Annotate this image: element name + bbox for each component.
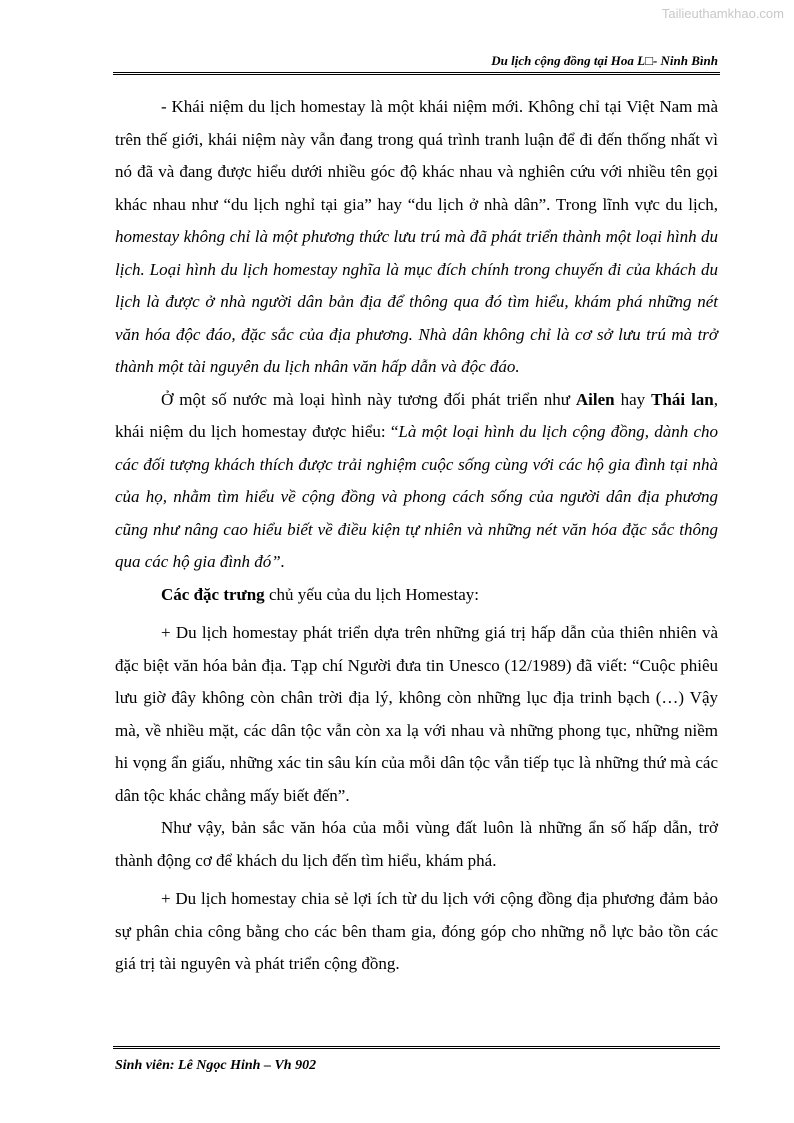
paragraph-cultural-value: + Du lịch homestay phát triển dựa trên những giá trị hấp dẫn của thiên nhiên và đặc biệt văn hóa bản địa. Tạp chí Người đưa tin Unesco (12/1989) đã viết: “Cuộc phiêu lưu giờ đây không còn chân trời địa lý, không còn những lục địa trinh bạch (…) Vậy mà, về nhiều mặt, các dân tộc vẫn còn xa lạ với nhau và những phong tục, những niềm hi vọng ẩn giấu, những xác tin sâu kín của mỗi dân tộc vẫn tiếp tục là những thứ mà các dân tộc khác chẳng mấy biết đến”. — [115, 623, 718, 805]
document-body — [115, 91, 718, 981]
page-header-title: Du lịch cộng đồng tại Hoa L□- Ninh Bình — [491, 53, 718, 68]
paragraph-text: Ở một số nước mà loại hình này tương đối phát triển như — [161, 389, 576, 409]
paragraph-italic-quote: Là một loại hình du lịch cộng đồng, dành cho các đối tượng khách thích được trải nghiệm cuộc sống cùng với các hộ gia đình tại nhà của họ, nhằm tìm hiểu về cộng đồng và phong cách sống của người dân địa phương cũng như nâng cao hiểu biết về điều kiện tự nhiên và những nét văn hóa đặc sắc thông qua các hộ gia đình đó”. — [115, 422, 718, 571]
country-thailan: Thái lan — [651, 389, 714, 409]
paragraph-benefit-sharing: + Du lịch homestay chia sẻ lợi ích từ du lịch với cộng đồng địa phương đảm bảo sự phân chia công bằng cho các bên tham gia, đóng góp cho những nỗ lực bảo tồn các giá trị tài nguyên và phát triển cộng đồng. — [115, 889, 718, 973]
footer-divider — [113, 1046, 720, 1049]
watermark: Tailieuthamkhao.com — [661, 6, 784, 21]
paragraph-text: , khái niệm du lịch homestay được hiểu: “ — [115, 389, 718, 441]
characteristics-label: Các đặc trưng — [161, 584, 265, 604]
paragraph-homestay-definition — [115, 91, 718, 384]
country-ailen: Ailen — [575, 389, 615, 409]
paragraph-characteristics-heading — [115, 579, 718, 612]
paragraph-text: hay — [614, 389, 652, 409]
header-divider — [113, 72, 720, 75]
footer-student: Sinh viên: Lê Ngọc Hinh – Vh 902 — [115, 1058, 317, 1073]
paragraph-italic-text: homestay không chỉ là một phương thức lưu trú mà đã phát triển thành một loại hình du lịch. Loại hình du lịch homestay nghĩa là mục đích chính trong chuyến đi của khách du lịch là được ở nhà người dân bản địa để thông qua đó tìm hiểu, khám phá những nét văn hóa độc đáo, đặc sắc của địa phương. Nhà dân không chỉ là cơ sở lưu trú mà trở thành một tài nguyên du lịch nhân văn hấp dẫn và độc đáo. — [115, 227, 718, 376]
paragraph-text: chủ yếu của du lịch Homestay: — [264, 584, 480, 604]
paragraph-countries — [115, 384, 718, 579]
paragraph-cultural-identity: Như vậy, bản sắc văn hóa của mỗi vùng đất luôn là những ẩn số hấp dẫn, trở thành động cơ để khách du lịch đến tìm hiểu, khám phá. — [115, 818, 718, 870]
paragraph-text: - Khái niệm du lịch homestay là một khái niệm mới. Không chỉ tại Việt Nam mà trên thế giới, khái niệm này vẫn đang trong quá trình tranh luận để đi đến thống nhất vì nó đã và đang được hiểu dưới nhiều góc độ khác nhau và nghiên cứu với nhiều tên gọi khác nhau như “du lịch nghỉ tại gia” hay “du lịch ở nhà dân”. Trong lĩnh vực du lịch, — [115, 97, 718, 214]
